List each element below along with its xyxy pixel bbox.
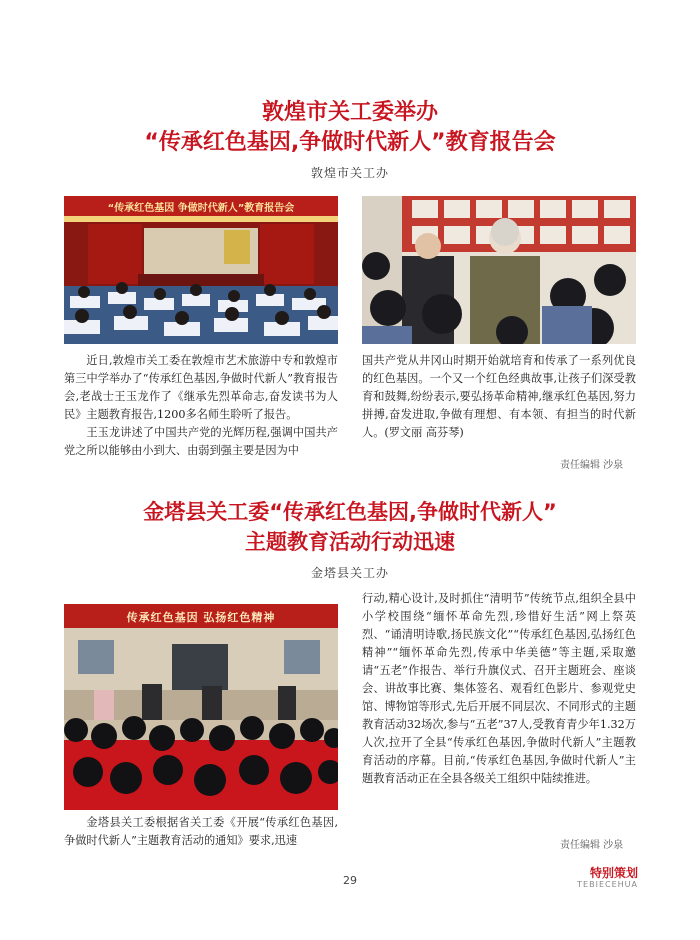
article2-title-line2: 主题教育活动行动迅速 [245,530,455,554]
article2-column-right [362,590,636,788]
photo3-banner-text: 传承红色基因 弘扬红色精神 [126,611,276,624]
article2-photo-assembly [64,604,338,810]
article1-column-left [64,352,338,460]
article1-paragraph: 近日,敦煌市关工委在敦煌市艺术旅游中专和敦煌市第三中学举办了“传承红色基因,争做时代新人”教育报告会,老战士王玉龙作了《继承先烈革命志,奋发读书为人民》主题教育报告,1200多名师生聆听了报告。 [64,354,338,421]
article2-column-left [64,814,338,850]
article1-paragraph: 国共产党从井冈山时期开始就培育和传承了一系列优良的红色基因。一个又一个红色经典故事,让孩子们深受教育和鼓舞,纷纷表示,要弘扬革命精神,继承红色基因,努力拼搏,奋发进取,争做有理想、有本领、有担当的时代新人。(罗文丽 高芬琴) [362,354,636,439]
article1-paragraph: 王玉龙讲述了中国共产党的光辉历程,强调中国共产党之所以能够由小到大、由弱到强主要是因为中 [64,426,338,457]
article1-byline: 敦煌市关工办 [310,166,389,180]
article2-byline: 金塔县关工办 [310,566,389,580]
article2-paragraph: 金塔县关工委根据省关工委《开展“传承红色基因,争做时代新人”主题教育活动的通知》要求,迅速 [64,816,338,847]
article1-photo-auditorium [64,196,338,344]
photo1-banner-text: “传承红色基因 争做时代新人”教育报告会 [107,203,295,214]
article1-title-line1: 敦煌市关工委举办 [261,100,438,125]
section-pinyin: TEBIECEHUA [577,880,638,889]
article2-editor: 责任编辑 沙泉 [560,840,624,851]
page-number: 29 [343,874,357,887]
section-title: 特别策划 [589,866,638,880]
article1-title-line2: “传承红色基因,争做时代新人”教育报告会 [144,130,556,155]
article2-title-line1: 金塔县关工委“传承红色基因,争做时代新人” [143,500,557,524]
article1-column-right [362,352,636,442]
article1-photo-veteran [362,196,636,344]
article1-editor: 责任编辑 沙泉 [560,460,624,471]
article2-paragraph: 行动,精心设计,及时抓住“清明节”传统节点,组织全县中小学校围绕“缅怀革命先烈,珍惜好生活”网上祭英烈、“诵清明诗歌,扬民族文化”“传承红色基因,弘扬红色精神”“缅怀革命先烈,传承中华美德”等主题,采取邀请“五老”作报告、举行升旗仪式、召开主题班会、座谈会、讲故事比赛、集体签名、观看红色影片、参观党史馆、博物馆等形式,先后开展不同层次、不同形式的主题教育活动32场次,参与“五老”37人,受教育青少年1.32万人次,拉开了全县“传承红色基因,争做时代新人”主题教育活动的序幕。目前,“传承红色基因,争做时代新人”主题教育活动正在全县各级关工组织中陆续推进。 [362,592,636,785]
